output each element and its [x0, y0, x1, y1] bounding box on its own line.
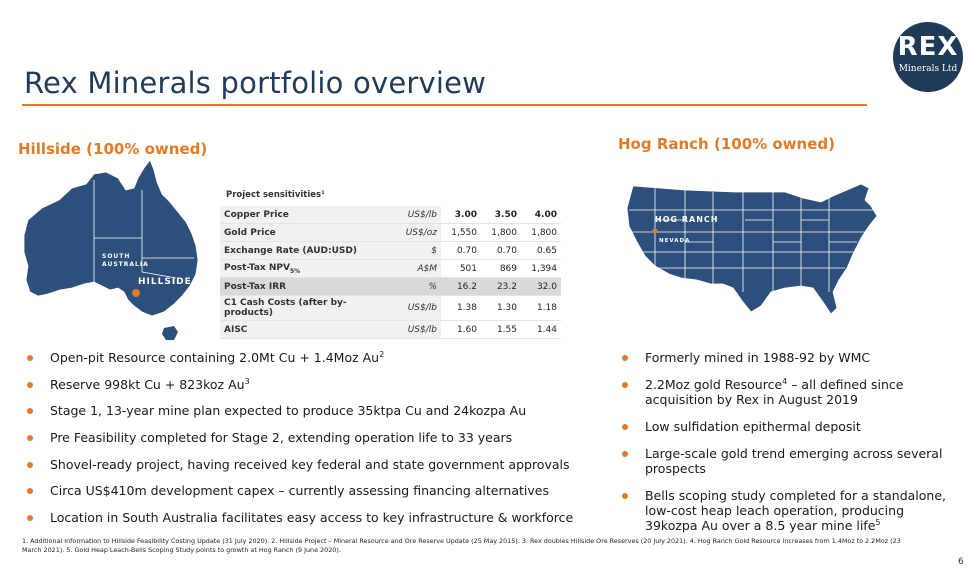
list-item — [615, 488, 960, 533]
row-label: Post-Tax IRR — [220, 278, 388, 296]
list-item — [615, 446, 960, 476]
row-value: 1,394 — [521, 260, 561, 278]
table-row-highlighted — [220, 278, 561, 296]
bullet-text: Formerly mined in 1988-92 by WMC — [645, 350, 871, 365]
npv-label: Post-Tax NPV — [224, 262, 290, 273]
table-row — [220, 242, 561, 260]
hillside-heading: Hillside (100% owned) — [18, 140, 208, 158]
row-unit: $ — [388, 242, 441, 260]
hog-ranch-heading: Hog Ranch (100% owned) — [618, 135, 835, 153]
row-value: 0.70 — [481, 242, 521, 260]
row-value: 0.65 — [521, 242, 561, 260]
row-value: 3.50 — [481, 206, 521, 224]
title-divider — [22, 104, 867, 106]
bullet-dot-icon — [27, 488, 33, 494]
row-unit: US$/lb — [388, 296, 441, 321]
bullet-dot-icon — [622, 424, 628, 430]
row-unit: % — [388, 278, 441, 296]
row-value: 1.30 — [481, 296, 521, 321]
footnotes: 1. Additional Information to Hillside Feasibility Costing Update (31 July 2020). 2. Hillside Project – Mineral Resource and Ore Reserve Update (25 May 2015). 3. Rex doubles Hillside Ore Reserves (20 July 2021). 4. Hog Ranch Gold Resource increases from 1.4Moz to 2.2Moz (23 March 2021). 5. Gold Heap Leach-Bells Scoping Study points to growth at Hog Ranch (9 June 2020). — [22, 537, 901, 554]
row-value: 1.55 — [481, 321, 521, 339]
list-item — [20, 377, 610, 392]
list-item — [20, 483, 610, 498]
bullet-text: Shovel-ready project, having received key federal and state government approvals — [50, 456, 570, 472]
project-sensitivities-table — [220, 190, 561, 339]
table-row — [220, 260, 561, 278]
page-number: 6 — [958, 557, 964, 567]
bullet-text: Location in South Australia facilitates easy access to key infrastructure & workforce — [50, 510, 574, 526]
bullet-text: Bells scoping study completed for a standalone, low-cost heap leach operation, producing 39kozpa Au over a 8.5 year mine life — [645, 488, 946, 533]
row-unit: A$M — [388, 260, 441, 278]
bullet-text: Stage 1, 13-year mine plan expected to produce 35ktpa Cu and 24kozpa Au — [50, 403, 527, 419]
hillside-location-marker — [132, 289, 140, 297]
bullet-dot-icon — [622, 355, 628, 361]
list-item — [20, 457, 610, 472]
logo-subtitle: Minerals Ltd — [898, 64, 958, 74]
footnote-ref: 5 — [875, 517, 881, 527]
row-value: 23.2 — [481, 278, 521, 296]
row-label: Gold Price — [220, 224, 388, 242]
row-value: 0.70 — [441, 242, 481, 260]
row-value: 1,800 — [481, 224, 521, 242]
bullet-dot-icon — [27, 462, 33, 468]
rex-logo — [893, 22, 963, 92]
table-row — [220, 224, 561, 242]
south-australia-label-2: AUSTRALIA — [102, 261, 149, 268]
bullet-text: Low sulfidation epithermal deposit — [645, 419, 861, 434]
row-value: 4.00 — [521, 206, 561, 224]
row-label: AISC — [220, 321, 388, 339]
row-label: Exchange Rate (AUD:USD) — [220, 242, 388, 260]
bullet-dot-icon — [622, 493, 628, 499]
row-value: 1.38 — [441, 296, 481, 321]
row-value: 501 — [441, 260, 481, 278]
list-item — [20, 350, 610, 365]
list-item — [20, 510, 610, 525]
row-unit: US$/oz — [388, 224, 441, 242]
footnote-ref: 3 — [244, 376, 250, 386]
bullet-text: Large-scale gold trend emerging across several prospects — [645, 446, 943, 476]
bullet-dot-icon — [622, 451, 628, 457]
npv-discount-subscript: 5% — [289, 267, 301, 275]
list-item — [20, 403, 610, 418]
row-value: 3.00 — [441, 206, 481, 224]
bullet-dot-icon — [622, 382, 628, 388]
list-item — [615, 377, 960, 407]
bullet-dot-icon — [27, 435, 33, 441]
row-value: 1.18 — [521, 296, 561, 321]
bullet-dot-icon — [27, 355, 33, 361]
footnote-ref: 2 — [379, 349, 385, 359]
australia-map — [14, 160, 224, 355]
bullet-dot-icon — [27, 382, 33, 388]
hog-ranch-bullet-list — [615, 350, 960, 533]
row-value: 1.60 — [441, 321, 481, 339]
table-row — [220, 321, 561, 339]
logo-wordmark: REX — [897, 32, 959, 62]
nevada-state-label: NEVADA — [659, 238, 691, 244]
table-row — [220, 296, 561, 321]
bullet-text: Circa US$410m development capex – currently assessing financing alternatives — [50, 483, 549, 499]
list-item — [615, 419, 960, 434]
table-row — [220, 206, 561, 224]
table-title: Project sensitivities¹ — [226, 190, 325, 200]
hog-ranch-site-label: HOG RANCH — [655, 215, 719, 224]
bullet-dot-icon — [27, 408, 33, 414]
page-title: Rex Minerals portfolio overview — [24, 66, 487, 100]
row-label: Copper Price — [220, 206, 388, 224]
row-label — [220, 260, 388, 278]
list-item — [615, 350, 960, 365]
footnote-ref: 4 — [782, 376, 788, 386]
bullet-text: 2.2Moz gold Resource — [645, 377, 783, 392]
hillside-site-label: HILLSIDE — [138, 277, 192, 287]
row-value: 1,800 — [521, 224, 561, 242]
row-value: 16.2 — [441, 278, 481, 296]
row-label: C1 Cash Costs (after by-products) — [220, 296, 388, 321]
south-australia-label-1: SOUTH — [102, 253, 131, 260]
bullet-text: Open-pit Resource containing 2.0Mt Cu + 1.4Moz Au — [50, 350, 380, 365]
row-unit: US$/lb — [388, 206, 441, 224]
hog-ranch-location-marker — [652, 228, 657, 233]
bullet-text: Pre Feasibility completed for Stage 2, extending operation life to 33 years — [50, 430, 513, 446]
list-item — [20, 430, 610, 445]
row-value: 1.44 — [521, 321, 561, 339]
row-value: 1,550 — [441, 224, 481, 242]
usa-map — [625, 180, 885, 320]
row-value: 32.0 — [521, 278, 561, 296]
row-value: 869 — [481, 260, 521, 278]
bullet-dot-icon — [27, 515, 33, 521]
row-unit: US$/lb — [388, 321, 441, 339]
hillside-bullet-list — [20, 350, 610, 537]
bullet-text-cont: – all defined since acquisition by Rex in August 2019 — [645, 377, 904, 407]
bullet-text: Reserve 998kt Cu + 823koz Au — [50, 376, 245, 392]
